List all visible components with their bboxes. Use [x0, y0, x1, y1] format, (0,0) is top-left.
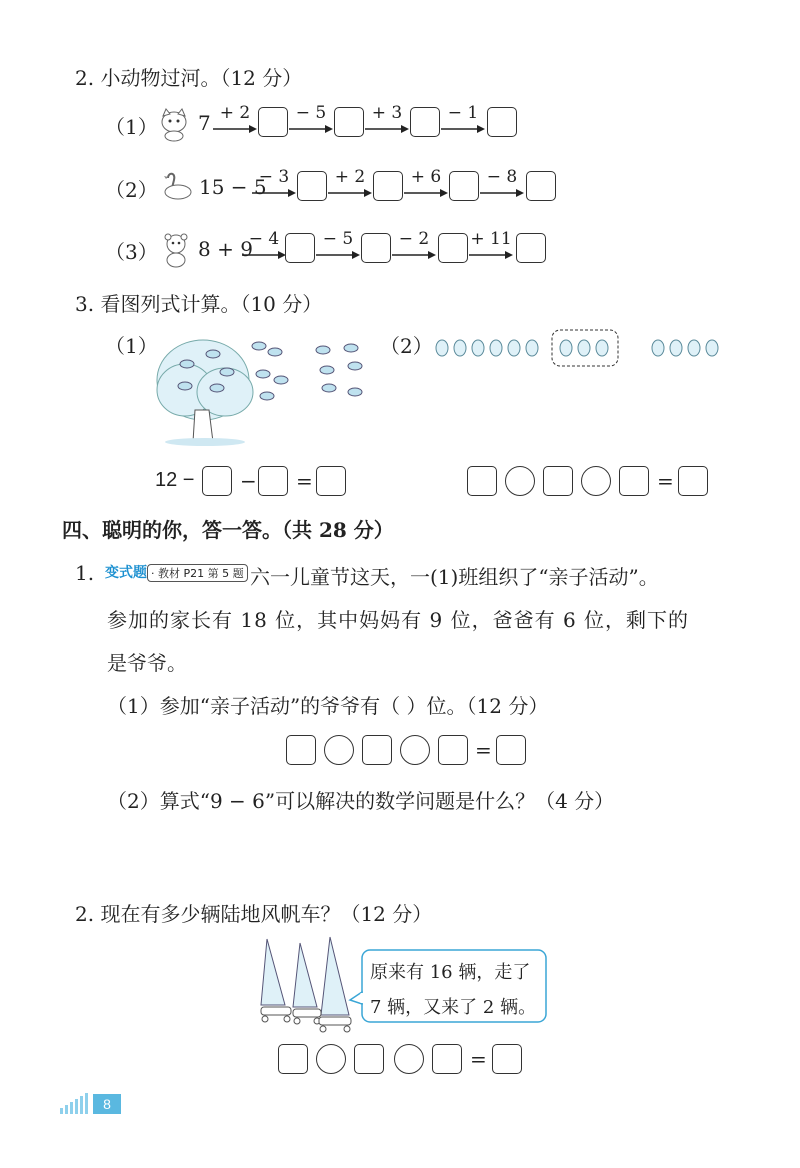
answer-box[interactable]	[410, 107, 440, 137]
minus-sign: −	[240, 469, 257, 493]
answer-box[interactable]	[202, 466, 232, 496]
answer-box[interactable]	[492, 1044, 522, 1074]
answer-box[interactable]	[334, 107, 364, 137]
answer-box[interactable]	[467, 466, 497, 496]
answer-box[interactable]	[258, 466, 288, 496]
answer-box[interactable]	[361, 233, 391, 263]
bear-icon	[160, 232, 192, 268]
q2-row3-start: 8 + 9	[198, 237, 253, 261]
answer-box[interactable]	[678, 466, 708, 496]
q3-eq1-start: 12 −	[155, 469, 195, 491]
page-number: 8	[93, 1094, 121, 1114]
sail-cars-illustration	[255, 935, 355, 1035]
operator-circle[interactable]	[581, 466, 611, 496]
step-label: − 8	[486, 167, 518, 187]
answer-box[interactable]	[543, 466, 573, 496]
q2-title: 2. 小动物过河。（12 分）	[75, 66, 303, 90]
q2-row1-start: 7	[198, 111, 211, 135]
step-label: + 2	[334, 167, 366, 187]
answer-box[interactable]	[285, 233, 315, 263]
equals-sign: =	[475, 738, 492, 762]
answer-box[interactable]	[487, 107, 517, 137]
answer-box[interactable]	[496, 735, 526, 765]
operator-circle[interactable]	[400, 735, 430, 765]
answer-box[interactable]	[432, 1044, 462, 1074]
step-label: + 6	[410, 167, 442, 187]
q3-title: 3. 看图列式计算。（10 分）	[75, 292, 323, 316]
q3-part1-label: （1）	[105, 334, 158, 358]
operator-circle[interactable]	[394, 1044, 424, 1074]
s4q2-title: 2. 现在有多少辆陆地风帆车？（12 分）	[75, 902, 433, 926]
answer-box[interactable]	[438, 735, 468, 765]
answer-box[interactable]	[449, 171, 479, 201]
answer-box[interactable]	[619, 466, 649, 496]
q2-row1-label: （1）	[105, 115, 158, 139]
s4q1-line3: 是爷爷。	[107, 651, 187, 675]
bubble-line2: 7 辆，又来了 2 辆。	[370, 997, 537, 1018]
step-label: + 2	[219, 103, 251, 123]
answer-box[interactable]	[316, 466, 346, 496]
answer-box[interactable]	[354, 1044, 384, 1074]
q2-row2-label: （2）	[105, 178, 158, 202]
page-bars-icon	[60, 1088, 92, 1114]
step-label: − 5	[322, 229, 354, 249]
answer-box[interactable]	[438, 233, 468, 263]
answer-box[interactable]	[516, 233, 546, 263]
tree-birds-illustration	[155, 330, 380, 448]
s4q1-sub1: （1）参加“亲子活动”的爷爷有（ ）位。（12 分）	[107, 694, 549, 718]
bubble-line1: 原来有 16 辆，走了	[370, 962, 531, 983]
candies-illustration	[432, 328, 724, 370]
answer-box[interactable]	[362, 735, 392, 765]
variant-badge	[105, 562, 248, 582]
step-label: + 11	[470, 229, 512, 249]
badge-variant-label: 变式题	[105, 565, 147, 581]
operator-circle[interactable]	[316, 1044, 346, 1074]
step-label: − 5	[295, 103, 327, 123]
section4-title: 四、聪明的你，答一答。（共 28 分）	[62, 518, 394, 542]
step-label: − 4	[248, 229, 280, 249]
answer-box[interactable]	[286, 735, 316, 765]
equals-sign: =	[296, 469, 313, 493]
equals-sign: =	[470, 1047, 487, 1071]
answer-box[interactable]	[373, 171, 403, 201]
answer-box[interactable]	[526, 171, 556, 201]
step-label: − 2	[398, 229, 430, 249]
q3-part2-label: （2）	[380, 334, 433, 358]
s4q1-number: 1.	[75, 561, 95, 585]
swan-icon	[160, 170, 194, 202]
step-label: + 3	[371, 103, 403, 123]
s4q1-line2: 参加的家长有 18 位，其中妈妈有 9 位，爸爸有 6 位，剩下的	[107, 608, 690, 632]
operator-circle[interactable]	[505, 466, 535, 496]
step-label: − 3	[258, 167, 290, 187]
equals-sign: =	[657, 469, 674, 493]
answer-box[interactable]	[258, 107, 288, 137]
q2-row3-label: （3）	[105, 240, 158, 264]
answer-box[interactable]	[278, 1044, 308, 1074]
cat-icon	[158, 108, 190, 142]
s4q1-line1: 六一儿童节这天，一(1)班组织了“亲子活动”。	[250, 565, 659, 589]
answer-box[interactable]	[297, 171, 327, 201]
s4q1-sub2: （2）算式“9 − 6”可以解决的数学问题是什么？（4 分）	[107, 789, 615, 813]
step-label: − 1	[447, 103, 479, 123]
badge-textbook-ref: · 教材 P21 第 5 题	[147, 564, 248, 582]
operator-circle[interactable]	[324, 735, 354, 765]
q2-row2-start: 15 − 5	[199, 175, 267, 199]
